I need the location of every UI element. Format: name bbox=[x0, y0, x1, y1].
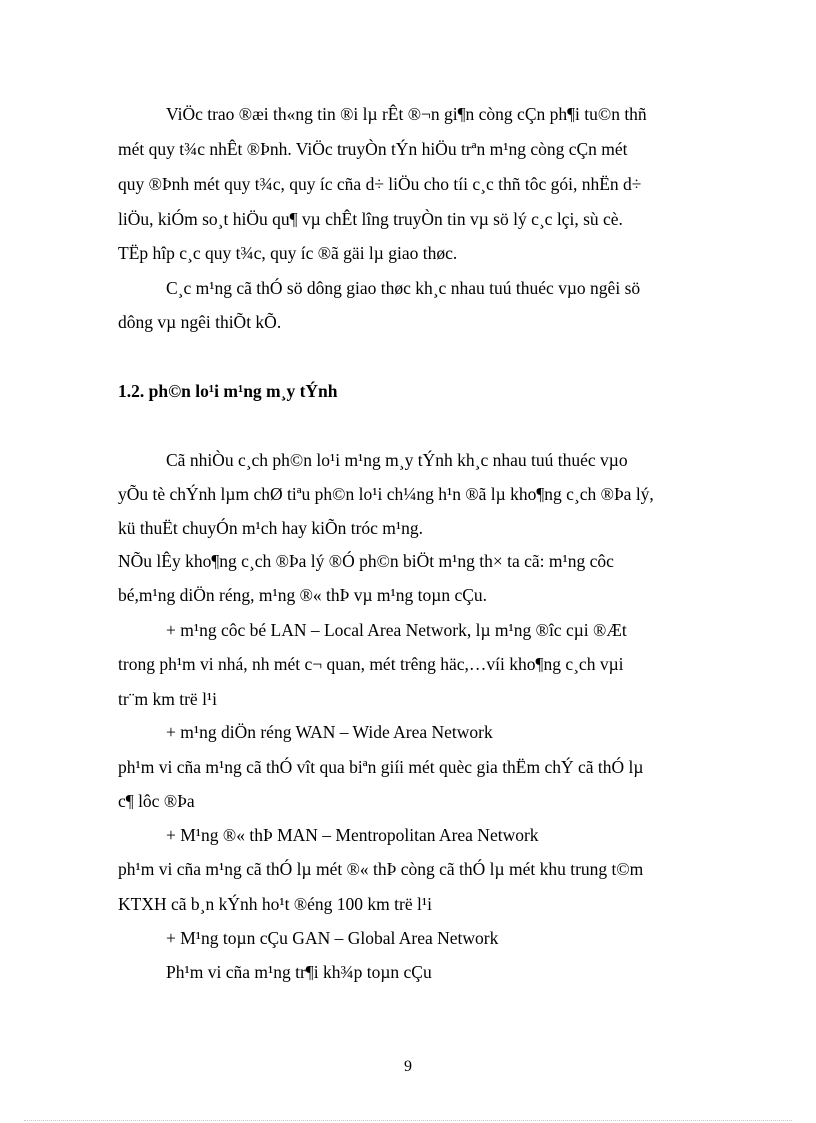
page-number: 9 bbox=[404, 1058, 412, 1075]
paragraph-line: KTXH cã b¸n kÝnh ho¹t ®éng 100 km trë l¹i bbox=[118, 894, 432, 914]
paragraph-line: kü thuËt chuyÓn m¹ch hay kiÕn tróc m¹ng. bbox=[118, 518, 424, 538]
list-item: + m¹ng côc bé LAN – Local Area Network, lµ m¹ng ®îc cµi ®Æt bbox=[166, 620, 627, 640]
paragraph-line: quy ®Þnh mét quy t¾c, quy íc cña d÷ liÖu cho tíi c¸c thñ tôc gói, nhËn d÷ bbox=[118, 174, 642, 194]
paragraph-line: NÕu lÊy kho¶ng c¸ch ®Þa lý ®Ó ph©n biÖt m¹ng th× ta cã: m¹ng côc bbox=[118, 551, 614, 571]
page-bottom-rule bbox=[24, 1120, 792, 1121]
section-heading: 1.2. ph©n lo¹i m¹ng m¸y tÝnh bbox=[118, 381, 338, 401]
list-item: + M¹ng toµn cÇu GAN – Global Area Network bbox=[166, 928, 499, 948]
paragraph-line: Cã nhiÒu c¸ch ph©n lo¹i m¹ng m¸y tÝnh kh¸c nhau tuú thuéc vµo bbox=[166, 450, 628, 470]
paragraph-line: tr¨m km trë l¹i bbox=[118, 689, 218, 709]
paragraph-line: liÖu, kiÓm so¸t hiÖu qu¶ vµ chÊt lîng truyÒn tin vµ sö lý c¸c lçi, sù cè. bbox=[118, 209, 623, 229]
list-item: + m¹ng diÖn réng WAN – Wide Area Network bbox=[166, 722, 493, 742]
paragraph-line: TËp hîp c¸c quy t¾c, quy íc ®ã gäi lµ giao thøc. bbox=[118, 243, 458, 263]
paragraph-line: ph¹m vi cña m¹ng cã thÓ vît qua biªn giíi mét quèc gia thËm chÝ cã thÓ lµ bbox=[118, 757, 644, 777]
paragraph-line: C¸c m¹ng cã thÓ sö dông giao thøc kh¸c nhau tuú thuéc vµo ngêi sö bbox=[166, 278, 641, 298]
paragraph-line: ViÖc trao ®æi th«ng tin ®i lµ rÊt ®¬n gi¶n còng cÇn ph¶i tu©n thñ bbox=[166, 104, 647, 124]
paragraph-line: ph¹m vi cña m¹ng cã thÓ lµ mét ®« thÞ còng cã thÓ lµ mét khu trung t©m bbox=[118, 859, 644, 879]
paragraph-line: dông vµ ngêi thiÕt kÕ. bbox=[118, 312, 282, 332]
paragraph-line: c¶ lôc ®Þa bbox=[118, 791, 195, 811]
list-item: + M¹ng ®« thÞ MAN – Mentropolitan Area Network bbox=[166, 825, 539, 845]
paragraph-line: trong ph¹m vi nhá, nh mét c¬ quan, mét trêng häc,…víi kho¶ng c¸ch vµi bbox=[118, 654, 624, 674]
paragraph-line: yÕu tè chÝnh lµm chØ tiªu ph©n lo¹i ch¼ng h¹n ®ã lµ kho¶ng c¸ch ®Þa lý, bbox=[118, 484, 654, 504]
paragraph-line: mét quy t¾c nhÊt ®Þnh. ViÖc truyÒn tÝn hiÖu trªn m¹ng còng cÇn mét bbox=[118, 139, 628, 159]
paragraph-line: bé,m¹ng diÖn réng, m¹ng ®« thÞ vµ m¹ng toµn cÇu. bbox=[118, 585, 488, 605]
paragraph-line: Ph¹m vi cña m¹ng tr¶i kh¾p toµn cÇu bbox=[166, 962, 432, 982]
